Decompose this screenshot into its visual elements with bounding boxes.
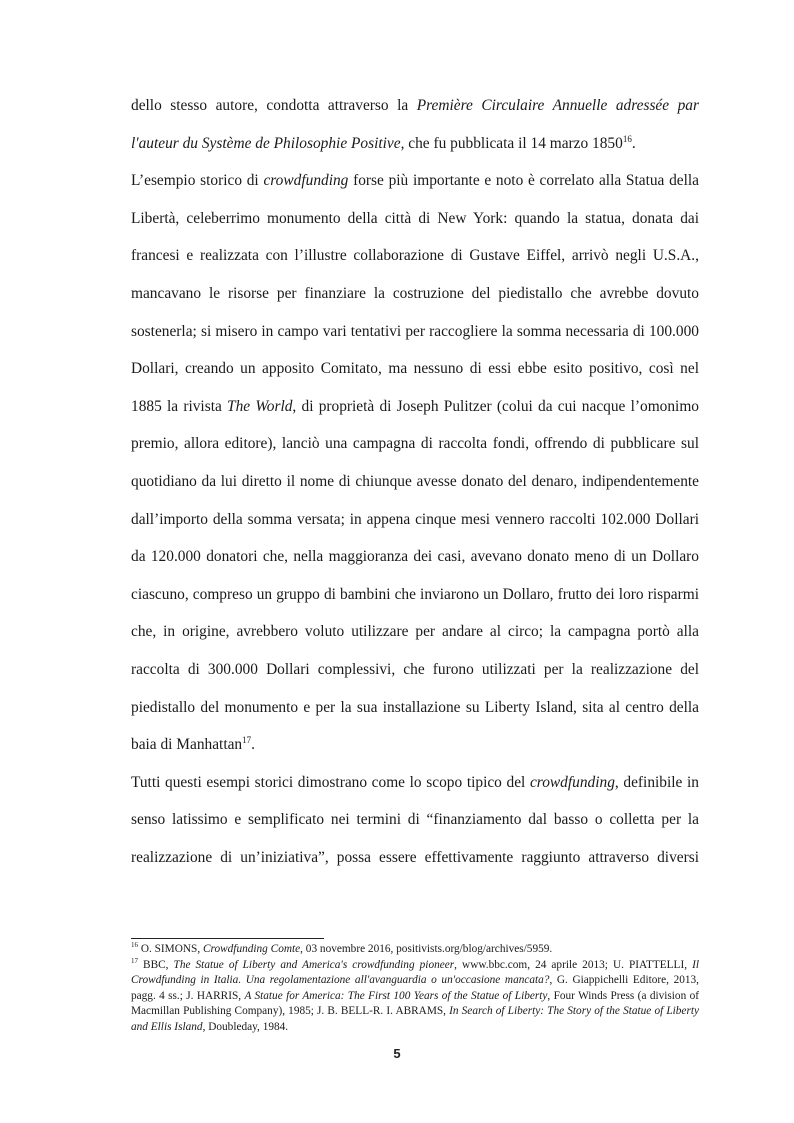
italic-text: A Statue for America: The First 100 Years of the Statue of Liberty — [244, 989, 548, 1002]
italic-text: Il Crowdfunding in Italia. Una regolamentazione all'avanguardia o un'occasione mancata? — [131, 958, 699, 987]
page-body — [131, 87, 699, 876]
italic-text: In Search of Liberty: The Story of the Statue of Liberty and Ellis Island — [131, 1005, 699, 1033]
text-run: , Four Winds Press (a division of Macmillan Publishing Company), 1985; J. B. BELL-R. I. ABRAMS, — [131, 989, 699, 1018]
paragraph — [131, 87, 699, 162]
text-run: BBC, — [138, 958, 174, 971]
italic-text: Crowdfunding Comte — [202, 943, 301, 955]
text-run: , definibile in senso latissimo e semplificato nei termini di “finanziamento dal basso o colletta per la realizzazione di un’iniziativa”, possa essere effettivamente raggiunto attraverso diversi — [131, 773, 699, 866]
text-run: O. SIMONS, — [138, 943, 203, 955]
footnote — [131, 958, 699, 1036]
footnote-ref: 17 — [242, 734, 252, 745]
footnote — [131, 942, 699, 958]
text-run: , di proprietà di Joseph Pulitzer (colui da cui nacque l’omonimo premio, allora editore), lanciò una campagna di raccolta fondi, offrendo di pubblicare sul quotidiano da lui diretto il nome di chiunque avesse donato del denaro, indipendentemente dall’importo della somma versata; in appena cinque mesi vennero raccolti 102.000 Dollari da 120.000 donatori che, nella maggioranza dei casi, avevano donato meno di un Dollaro ciascuno, compreso un gruppo di bambini che inviarono un Dollaro, frutto dei loro risparmi che, in origine, avrebbero voluto utilizzare per andare al circo; la campagna portò alla raccolta di 300.000 Dollari complessivi, che furono utilizzati per la realizzazione del piedistallo del monumento e per la sua installazione su Liberty Island, sita al centro della baia di Manhattan — [131, 397, 699, 754]
footnote-ref: 16 — [622, 133, 632, 144]
text-run: , G. Giappichelli Editore, 2013, pagg. 4 ss.; J. HARRIS, — [131, 974, 699, 1002]
footnote-ref: 16 — [131, 941, 138, 950]
text-run: . — [251, 736, 255, 754]
text-run: . — [631, 134, 636, 152]
text-run: L’esempio storico di — [131, 172, 264, 190]
text-run: , Doubleday, 1984. — [202, 1020, 289, 1033]
text-run: , 03 novembre 2016, positivists.org/blog/archives/5959. — [300, 943, 553, 955]
text-run: Tutti questi esempi storici dimostrano come lo scopo tipico del — [131, 773, 530, 791]
text-run: dello stesso autore, condotta attraverso la — [131, 97, 417, 114]
italic-text: The World — [227, 397, 293, 415]
body-text — [131, 87, 699, 876]
italic-text: crowdfunding — [529, 773, 615, 791]
footnote-ref: 17 — [131, 956, 138, 965]
paragraph — [131, 162, 699, 764]
text-run: , www.bbc.com, 24 aprile 2013; U. PIATTELLI, — [454, 958, 693, 971]
paragraph — [131, 764, 699, 877]
italic-text: Première Circulaire Annuelle adressée par l'auteur du Système de Philosophie Positive — [131, 97, 699, 152]
text-run: , che fu pubblicata il 14 marzo 1850 — [400, 134, 623, 152]
page-number: 5 — [393, 1046, 401, 1061]
italic-text: crowdfunding — [263, 172, 349, 190]
italic-text: The Statue of Liberty and America's crowdfunding pioneer — [173, 958, 455, 971]
text-run: forse più importante e noto è correlato alla Statua della Libertà, celeberrimo monumento della città di New York: quando la statua, donata dai francesi e realizzata con l’illustre collaborazione di Gustave Eiffel, arrivò negli U.S.A., mancavano le risorse per finanziare la costruzione del piedistallo che avrebbe dovuto sostenerla; si misero in campo vari tentativi per raccogliere la somma necessaria di 100.000 Dollari, creando un apposito Comitato, ma nessuno di essi ebbe esito positivo, così nel 1885 la rivista — [131, 172, 699, 415]
footnote-separator — [131, 938, 324, 939]
footnotes — [131, 938, 699, 1036]
